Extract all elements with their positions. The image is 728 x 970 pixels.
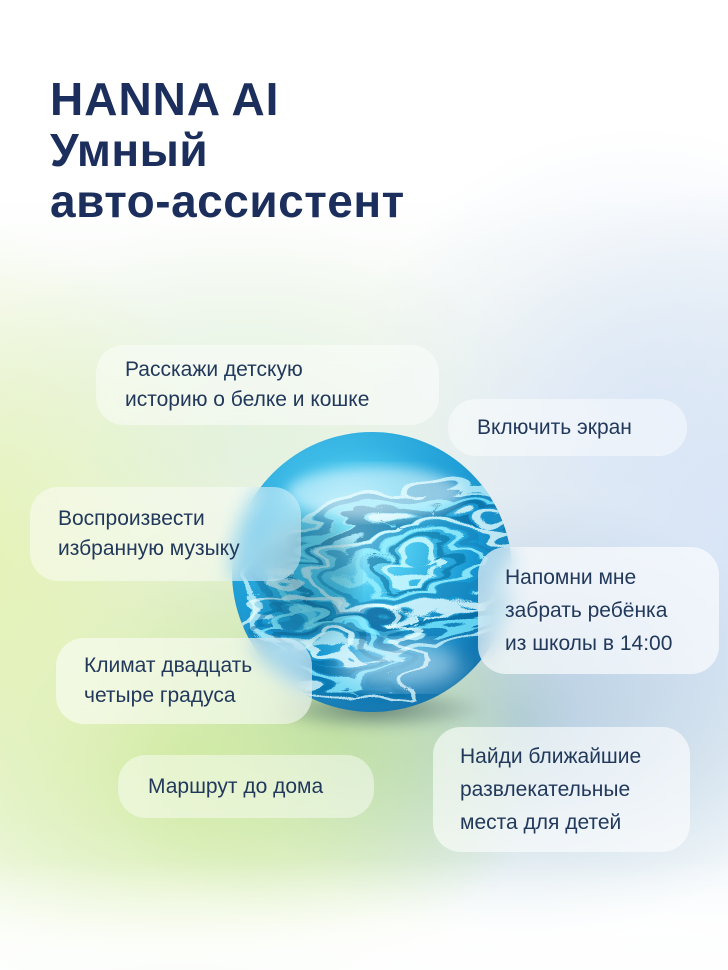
command-text-line: развлекательные	[460, 778, 631, 801]
subtitle-line-2: авто-ассистент	[50, 175, 405, 227]
brand-name: HANNA AI	[50, 73, 280, 125]
command-text-line: Напомни мне	[505, 566, 637, 589]
command-text-line: Расскажи детскую	[125, 358, 303, 381]
command-text-line: забрать ребёнка	[505, 599, 668, 622]
floor-reflection-band	[0, 936, 728, 970]
command-bubble-places	[433, 727, 690, 852]
command-bubble-music	[30, 487, 301, 581]
command-bubble-route	[118, 755, 374, 818]
command-text-line: Климат двадцать	[84, 654, 253, 677]
command-text-line: Включить экран	[477, 415, 632, 439]
command-text-line: историю о белке и кошке	[125, 388, 370, 411]
command-bubble-climate	[56, 638, 312, 724]
command-bubble-story	[96, 345, 439, 425]
command-text-line: из школы в 14:00	[505, 632, 673, 655]
command-text-line: Воспроизвести	[58, 507, 205, 530]
page-title	[50, 74, 405, 227]
subtitle-line-1: Умный	[50, 124, 209, 176]
command-text-line: места для детей	[460, 811, 622, 834]
command-text-line: Маршрут до дома	[148, 774, 324, 798]
command-bubble-reminder	[478, 547, 719, 674]
command-text-line: Найди ближайшие	[460, 745, 642, 768]
command-bubble-screen-on	[448, 399, 687, 456]
command-text-line: четыре градуса	[84, 684, 236, 707]
command-text-line: избранную музыку	[58, 537, 240, 560]
